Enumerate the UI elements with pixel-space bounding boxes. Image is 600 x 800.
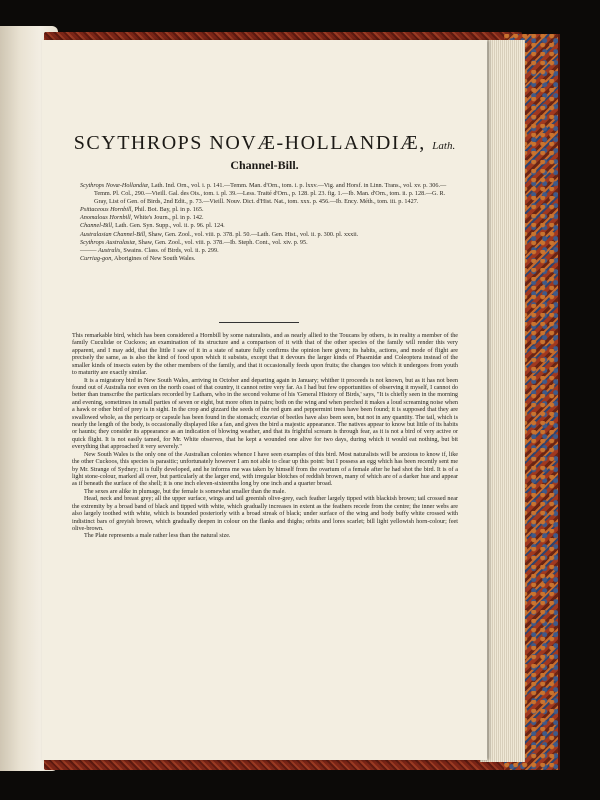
synonym-reference: Shaw, Gen. Zool., vol. viii. p. 378.—Ib. Steph. Cont., vol. xiv. p. 95. bbox=[136, 238, 308, 246]
synonym-name: Scythrops Australasiæ, bbox=[80, 238, 137, 246]
body-paragraph: It is a migratory bird in New South Wales, arriving in October and departing again in January; whither it proceeds is not known, but as it has not been found out of Australia nor even on the north coast of that country, it cannot retire very far. As I had but few opportunities of observing it myself, I cannot do better than transcribe the particulars recorded by Latham, who in the second volume of his 'General History of Birds,' says, "It is chiefly seen in the morning and evening, sometimes in small parties of seven or eight, but more often in pairs; both on the wing and when perched it makes a loud screaming noise when a hawk or other bird of prey is in sight. In the crop and gizzard the seeds of the red gum and peppermint trees have been found; it is supposed that they are swallowed whole, as the pericarp or capsule has been found in the stomach; exuviæ of beetles have also been seen, but not in any quantity. The tail, which is nearly the length of the body, is occasionally displayed like a fan, and gives the bird a majestic appearance. The natives appear to know but little of its habits or haunts; they consider its appearance as an indication of blowing weather, and that its frightful scream is through fear, as it is not a bird of very active or quick flight. It is not easily tamed, for Mr. White observes, that he kept a wounded one alive for two days, during which it would eat nothing, but bit everything that approached it very severely." bbox=[72, 377, 458, 451]
synonym-name: Anomalous Hornbill, bbox=[80, 214, 133, 222]
synonym-reference: Aborigines of New South Wales. bbox=[112, 254, 196, 262]
body-paragraph: The Plate represents a male rather less than the natural size. bbox=[84, 533, 231, 540]
synonym-reference: Lath. Gen. Syn. Supp., vol. ii. p. 96. pl. 124. bbox=[113, 222, 225, 230]
species-title bbox=[42, 132, 487, 155]
body-paragraph: New South Wales is the only one of the Australian colonies whence I have seen examples of this bird. Most naturalists will be anxious to know if, like the other Cuckoos, this species is parasitic; unfortunately however I am not able to clear up this point: but I possess an egg which has been recently sent me by Mr. Strange of Sydney; it is fully developed, and he informs me was taken by himself from the ovarium of a female after he had shot the bird. It is of a light stone-colour, marked all over, but particularly at the larger end, with irregular blotches of reddish brown, many of which are of a darker hue and appear as if beneath the surface of the shell; it is one inch eleven-sixteenths long by one inch and a quarter broad. bbox=[72, 451, 458, 488]
synonymy-entry bbox=[80, 255, 460, 263]
synonym-reference: Phil. Bot. Bay, pl. in p. 165. bbox=[132, 206, 204, 214]
synonymy-list bbox=[80, 182, 460, 263]
synonymy-entry bbox=[80, 182, 460, 206]
synonym-reference: Shaw, Gen. Zool., vol. viii. p. 378. pl. 50.—Lath. Gen. Hist., vol. ii. p. 300. pl. xxxii. bbox=[146, 230, 359, 238]
synonymy-entry bbox=[80, 214, 460, 222]
synonym-name: Psittaceous Hornbill, bbox=[80, 206, 133, 214]
synonym-name: Channel-Bill, bbox=[80, 222, 114, 230]
synonymy-entry bbox=[80, 206, 460, 214]
synonym-reference: White's Journ., pl. in p. 142. bbox=[132, 214, 204, 222]
book-page bbox=[42, 40, 487, 760]
body-paragraph: This remarkable bird, which has been considered a Hornbill by some naturalists, and as nearly allied to the Toucans by others, is in reality a member of the family Cuculidæ or Cuckoos; an examination of its structure and a comparison of it with that of the other species of the family will render this very apparent, and I may add, that the little I saw of it in a state of nature fully confirms the opinion here given; its habits, actions, and mode of flight are precisely the same, as is also the kind of food upon which it subsists, except that it devours the larger kinds of Phasmidæ and Coleoptera instead of the smaller kinds of insects eaten by the other members of the family, and that it occasionally feeds upon fruits; the changes too which it undergoes from youth to maturity are exactly similar. bbox=[72, 333, 458, 377]
common-name: Channel-Bill. bbox=[230, 158, 299, 172]
synonymy-entry bbox=[80, 239, 460, 247]
body-paragraph: Head, neck and breast grey; all the upper surface, wings and tail greenish olive-grey, each feather largely tipped with blackish brown; tail crossed near the extremity by a broad band of black and tipped with white, which gradually increases in extent as the feathers recede from the centre; the inner webs are also largely toothed with white, which is bounded posteriorly with a broad streak of black; under surface of the wing and body buffy white crossed with indistinct bars of greyish brown, which gradually deepen in colour on the flanks and thighs; orbits and lores scarlet; bill light yellowish horn-colour; feet olive-brown. bbox=[72, 496, 458, 532]
synonym-reference: Swains. Class. of Birds, vol. ii. p. 299. bbox=[121, 246, 219, 254]
title-authority: Lath. bbox=[432, 140, 456, 152]
divider-rule bbox=[219, 322, 299, 323]
synonymy-entry bbox=[80, 231, 460, 239]
synonym-name: Curriag-gon, bbox=[80, 254, 113, 262]
synonym-name: ——— Australis, bbox=[80, 246, 122, 254]
synonym-name: Scythrops Novæ-Hollandiæ, bbox=[80, 182, 150, 189]
title-name: SCYTHROPS NOVÆ-HOLLANDIÆ, bbox=[73, 132, 426, 154]
body-paragraph: The sexes are alike in plumage, but the female is somewhat smaller than the male. bbox=[84, 488, 286, 495]
synonym-name: Australasian Channel-Bill, bbox=[80, 230, 147, 238]
synonymy-entry bbox=[80, 222, 460, 230]
synonymy-entry bbox=[80, 247, 460, 255]
body-text bbox=[72, 333, 458, 541]
synonym-reference: Lath. Ind. Orn., vol. i. p. 141.—Temm. Man. d'Orn., tom. i. p. lxxv.—Vig. and Horsf. in Linn. Trans., vol. xv. p. 306.—Temm. Pl. Col., 290.—Vieill. Gal. des Ois., tom. i. pl. 39.—Less. Traité d'Orn., p. 128. pl. 23. fig. 1.—Ib. Man. d'Orn., tom. ii. p. 128.—G. R. Gray, List of Gen. of Birds, 2nd Edit., p. 73.—Vieill. Nouv. Dict. d'Hist. Nat., tom. xxx. p. 456.—Ib. Ency. Méth., tom. iii. p. 1427. bbox=[94, 182, 447, 206]
